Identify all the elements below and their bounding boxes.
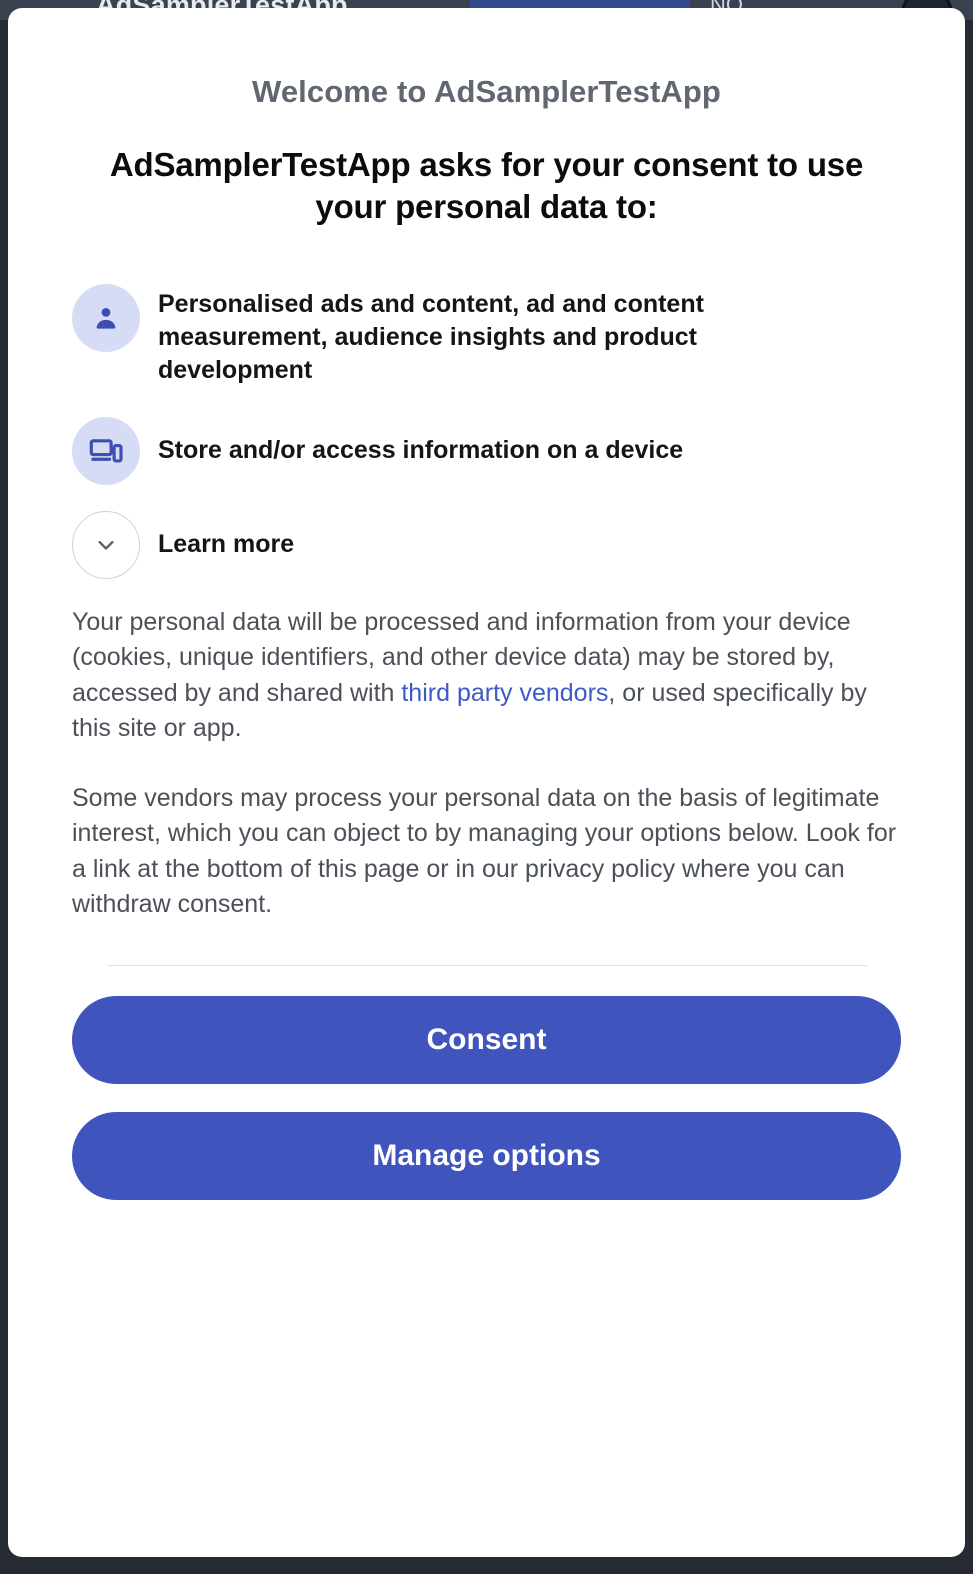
purposes-list	[72, 284, 901, 579]
purpose-item-personalised-ads	[72, 284, 901, 387]
paragraph-one-before-link: Your personal data will be processed and information from your device (cookies, unique identifiers, and other device data) may be stored by, accessed by and shared with	[72, 607, 851, 707]
consent-paragraph-two: Some vendors may process your personal data on the basis of legitimate interest, which you can object to by managing your options below. Look for a link at the bottom of this page or in our privacy policy where you can withdraw consent.	[72, 783, 897, 919]
purpose-label: Personalised ads and content, ad and content measurement, audience insights and product development	[158, 289, 704, 384]
paragraph-one-after-link: , or used specifically by this site or app.	[72, 678, 867, 743]
divider	[107, 965, 867, 966]
consent-dialog	[8, 8, 965, 1557]
purpose-item-store-access	[72, 417, 901, 485]
person-icon	[72, 284, 140, 352]
manage-options-button[interactable]: Manage options	[72, 1112, 901, 1200]
consent-button[interactable]: Consent	[72, 996, 901, 1084]
learn-more-row[interactable]	[72, 511, 901, 579]
purpose-label: Store and/or access information on a device	[158, 436, 684, 465]
devices-icon	[72, 417, 140, 485]
learn-more-label[interactable]: Learn more	[158, 530, 295, 559]
consent-paragraph-one	[72, 605, 901, 747]
chevron-down-icon[interactable]	[72, 511, 140, 579]
consent-heading: AdSamplerTestApp asks for your consent to use your personal data to:	[109, 146, 864, 225]
third-party-vendors-link[interactable]: third party vendors	[401, 678, 609, 707]
welcome-title: Welcome to AdSamplerTestApp	[252, 74, 721, 109]
